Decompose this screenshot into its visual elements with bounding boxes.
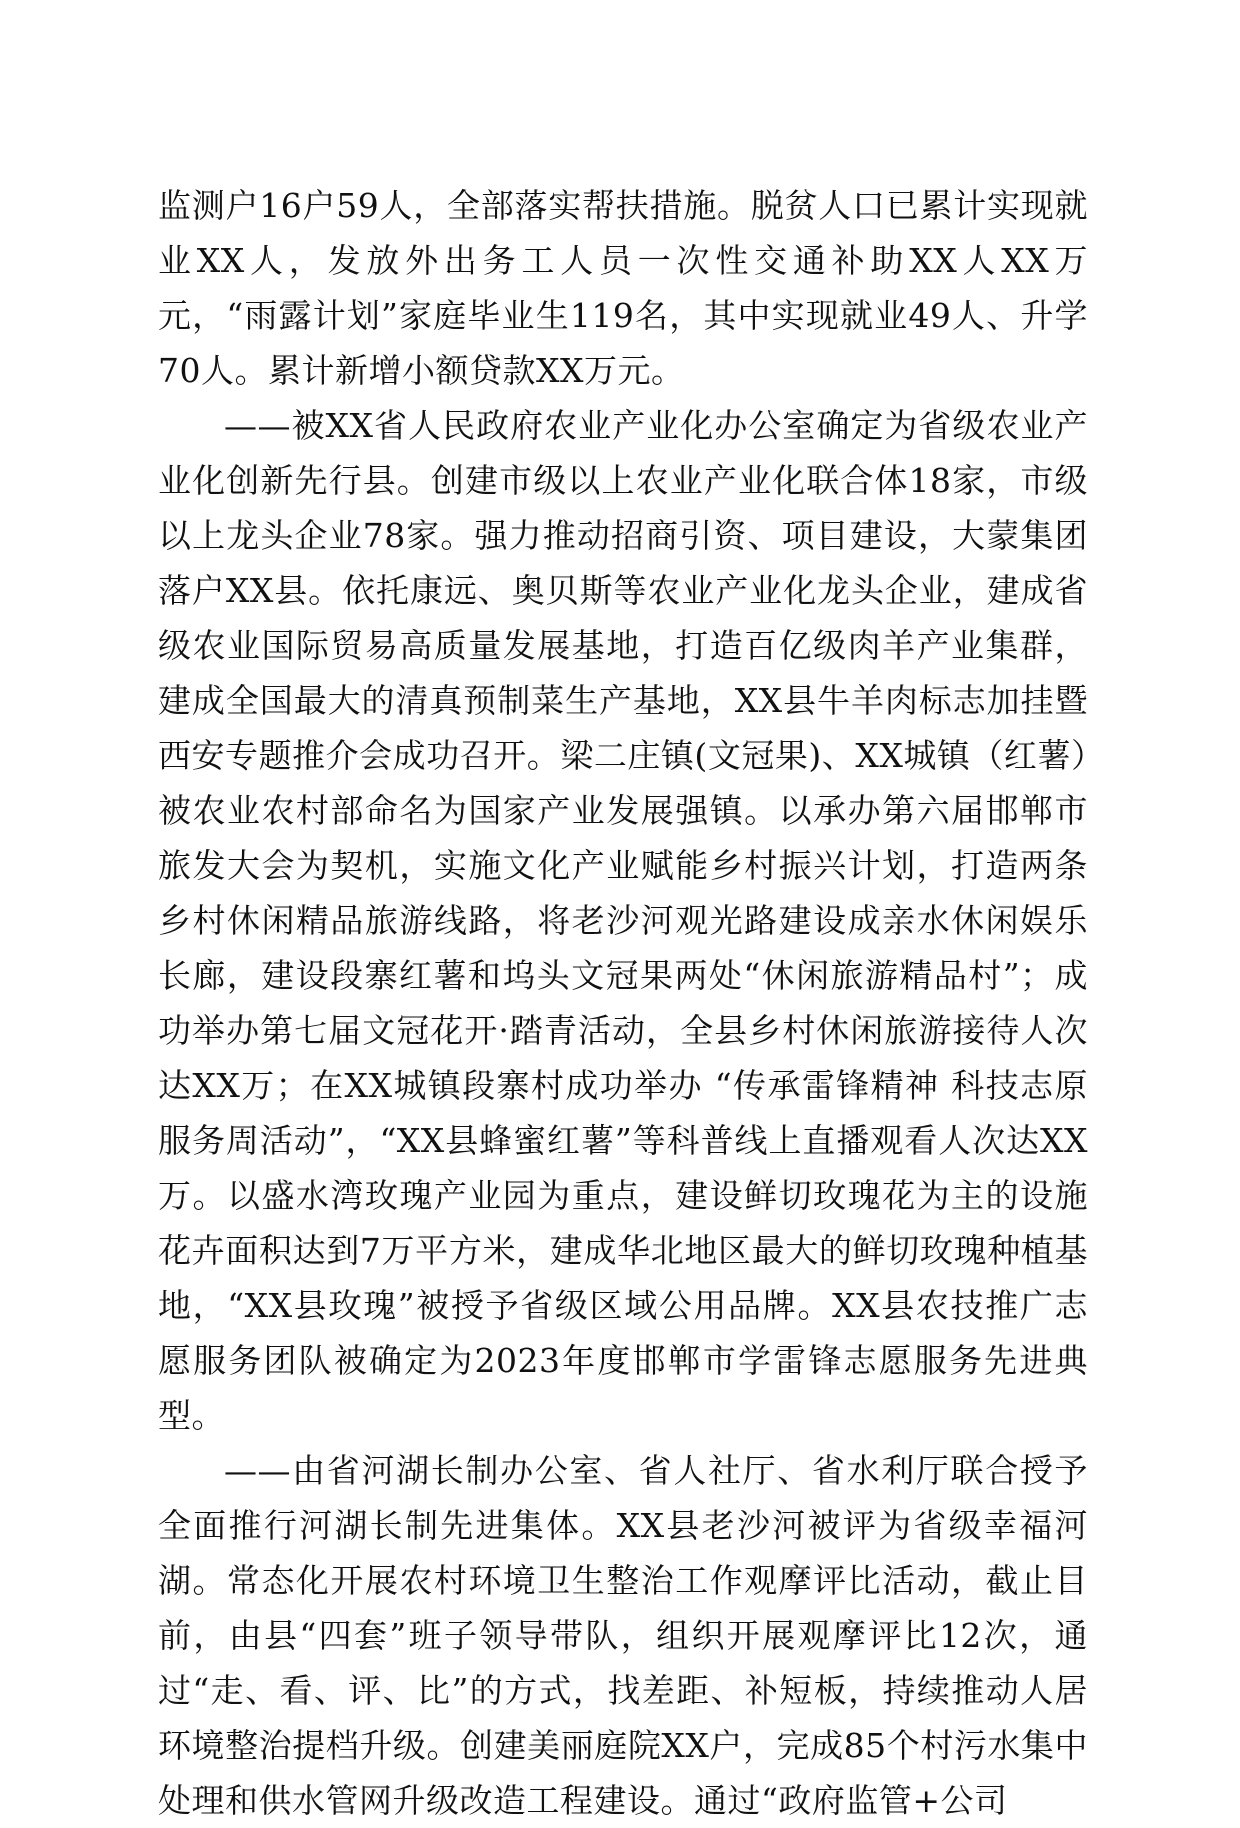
paragraph-river-lake-chief: ——由省河湖长制办公室、省人社厅、省水利厅联合授予全面推行河湖长制先进集体。XX县老沙河被评为省级幸福河湖。常态化开展农村环境卫生整治工作观摩评比活动，截止目前，由县“四套”班子领导带队，组织开展观摩评比12次，通过“走、看、评、比”的方式，找差距、补短板，持续推动人居环境整治提档升级。创建美丽庭院XX户，完成85个村污水集中处理和供水管网升级改造工程建设。通过“政府监管+公司 xyxy=(158,1451,1088,1820)
document-body xyxy=(158,178,1088,1828)
paragraph-agri-industrialization: ——被XX省人民政府农业产业化办公室确定为省级农业产业化创新先行县。创建市级以上农业产业化联合体18家，市级以上龙头企业78家。强力推动招商引资、项目建设，大蒙集团落户XX县。依托康远、奥贝斯等农业产业化龙头企业，建成省级农业国际贸易高质量发展基地，打造百亿级肉羊产业集群，建成全国最大的清真预制菜生产基地，XX县牛羊肉标志加挂暨西安专题推介会成功召开。梁二庄镇(文冠果)、XX城镇（红薯）被农业农村部命名为国家产业发展强镇。以承办第六届邯郸市旅发大会为契机，实施文化产业赋能乡村振兴计划，打造两条乡村休闲精品旅游线路，将老沙河观光路建设成亲水休闲娱乐长廊，建设段寨红薯和坞头文冠果两处“休闲旅游精品村”；成功举办第七届文冠花开·踏青活动，全县乡村休闲旅游接待人次达XX万；在XX城镇段寨村成功举办 “传承雷锋精神 科技志原服务周活动”，“XX县蜂蜜红薯”等科普线上直播观看人次达XX万。以盛水湾玫瑰产业园为重点，建设鲜切玫瑰花为主的设施花卉面积达到7万平方米，建成华北地区最大的鲜切玫瑰种植基地，“XX县玫瑰”被授予省级区域公用品牌。XX县农技推广志愿服务团队被确定为2023年度邯郸市学雷锋志愿服务先进典型。 xyxy=(158,406,1088,1435)
paragraph-continuation: 监测户16户59人，全部落实帮扶措施。脱贫人口已累计实现就业XX人，发放外出务工人员一次性交通补助XX人XX万元，“雨露计划”家庭毕业生119名，其中实现就业49人、升学70人。累计新增小额贷款XX万元。 xyxy=(158,186,1088,390)
